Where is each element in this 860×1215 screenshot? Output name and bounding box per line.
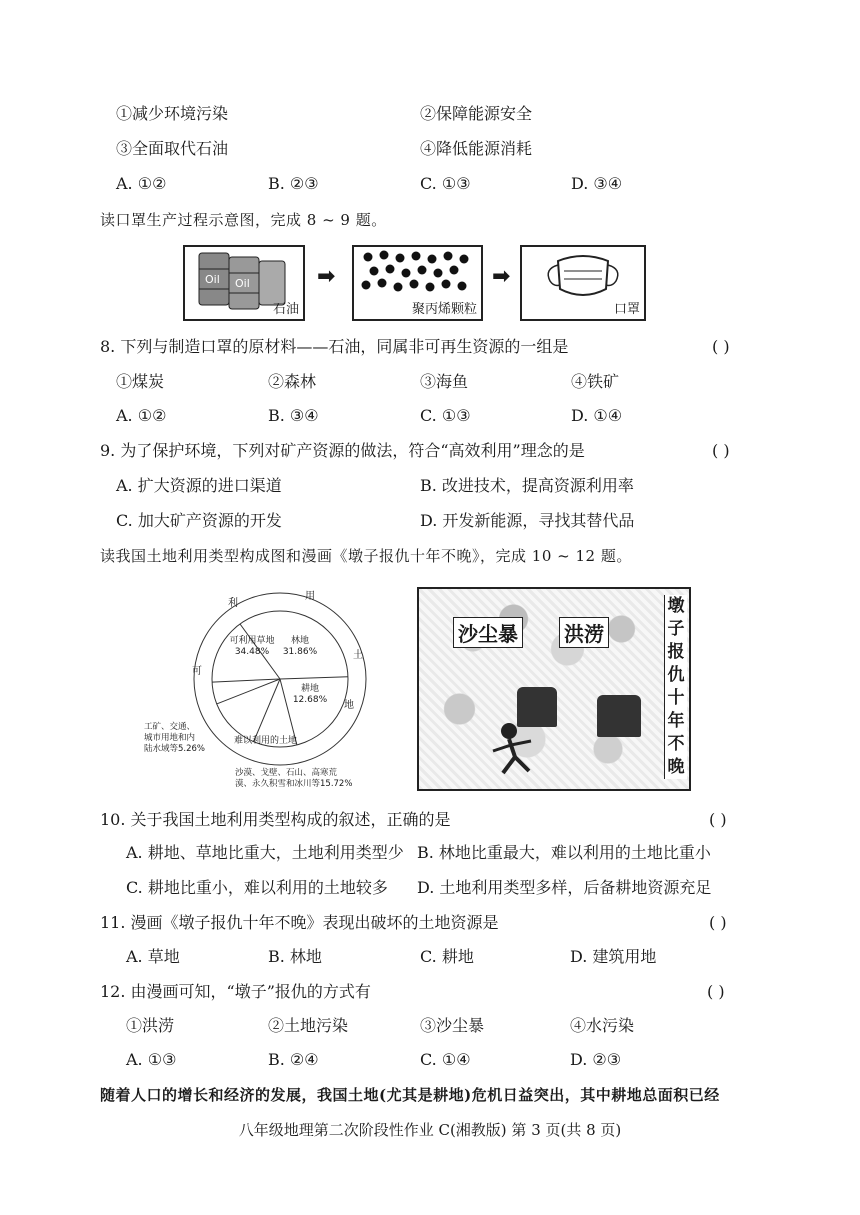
option-statement-2: ②保障能源安全	[420, 104, 533, 123]
choice-d: D. 开发新能源，寻找其替代品	[420, 511, 635, 530]
ring-label: 用	[305, 591, 315, 602]
option-statement-3: ③海鱼	[420, 372, 469, 391]
option-statement-4: ④铁矿	[571, 372, 620, 391]
ring-label: 可	[192, 666, 202, 677]
slice-name: 沙漠、戈壁、石山、高寒荒	[235, 768, 338, 778]
option-statement-1: ①减少环境污染	[116, 104, 229, 123]
choice-b: B. ②④	[268, 1050, 319, 1069]
land-use-pie-chart	[140, 582, 380, 792]
choice-d: D. 土地利用类型多样，后备耕地资源充足	[417, 878, 712, 897]
question-12-stem: 12. 由漫画可知，“墩子”报仇的方式有	[100, 982, 371, 1001]
question-8-stem: 8. 下列与制造口罩的原材料——石油，同属非可再生资源的一组是	[100, 337, 569, 356]
choice-a: A. ①②	[116, 406, 167, 425]
barrel-text: Oil	[205, 273, 220, 286]
choice-d: D. ①④	[571, 406, 623, 425]
option-statement-4: ④降低能源消耗	[420, 139, 533, 158]
sandstorm-tag: 沙尘暴	[453, 617, 523, 648]
cartoon-title: 墩子报仇十年不晚	[664, 595, 687, 779]
option-statement-1: ①煤炭	[116, 372, 165, 391]
slice-value: 34.48%	[234, 647, 270, 657]
answer-paren: ( )	[712, 337, 730, 356]
flood-tag: 洪涝	[559, 617, 609, 648]
slice-value: 12.68%	[292, 695, 328, 705]
choice-c: C. 耕地比重小，难以利用的土地较多	[126, 878, 388, 897]
choice-a: A. 耕地、草地比重大，土地利用类型少	[126, 843, 404, 862]
question-9-stem: 9. 为了保护环境，下列对矿产资源的做法，符合“高效利用”理念的是	[100, 441, 585, 460]
answer-paren: ( )	[709, 810, 727, 829]
choice-d: D. ②③	[570, 1050, 622, 1069]
pie-svg	[140, 582, 380, 792]
arrow-icon: ➡	[317, 264, 336, 289]
question-10-stem: 10. 关于我国土地利用类型构成的叙述，正确的是	[100, 810, 451, 829]
option-statement-2: ②土地污染	[268, 1016, 349, 1035]
trailing-passage: 随着人口的增长和经济的发展，我国土地(尤其是耕地)危机日益突出，其中耕地总面积已经	[100, 1086, 720, 1104]
choice-b: B. 林地比重最大，难以利用的土地比重小	[417, 843, 711, 862]
tree-stump-icon	[597, 695, 641, 737]
option-statement-2: ②森林	[268, 372, 317, 391]
slice-label-desert	[235, 768, 380, 790]
answer-paren: ( )	[707, 982, 725, 1001]
ring-label: 利	[228, 598, 238, 609]
arrow-icon: ➡	[492, 264, 511, 289]
slice-label-forest	[280, 636, 320, 658]
choice-b: B. ②③	[268, 174, 319, 193]
slice-name: 林地	[290, 636, 309, 646]
polypropylene-particles-icon	[354, 247, 481, 303]
slice-name: 工矿、交通、	[144, 722, 196, 732]
answer-paren: ( )	[712, 441, 730, 460]
slice-label-grassland	[222, 636, 282, 658]
choice-c: C. 加大矿产资源的开发	[116, 511, 282, 530]
slice-label-hard-to-use: 难以利用的土地	[234, 736, 298, 746]
option-statement-3: ③沙尘暴	[420, 1016, 485, 1035]
question-11-stem: 11. 漫画《墩子报仇十年不晚》表现出破坏的土地资源是	[100, 913, 499, 932]
slice-name: 耕地	[300, 684, 319, 694]
lead-instruction-10-12: 读我国土地利用类型构成图和漫画《墩子报仇十年不晚》，完成 10 ~ 12 题。	[100, 547, 632, 565]
option-statement-3: ③全面取代石油	[116, 139, 229, 158]
barrel-text: Oil	[235, 277, 250, 290]
slice-label-farmland	[290, 684, 330, 706]
choice-b: B. 林地	[268, 947, 322, 966]
mask-panel	[520, 245, 646, 321]
choice-a: A. ①②	[116, 174, 167, 193]
choice-a: A. 草地	[126, 947, 180, 966]
slice-name: 城市用地和内	[144, 733, 196, 743]
oil-panel	[183, 245, 305, 321]
particles-label: 聚丙烯颗粒	[411, 302, 477, 317]
choice-a: A. ①③	[126, 1050, 177, 1069]
slice-value: 漠、永久积雪和冰川等15.72%	[235, 779, 353, 789]
choice-c: C. ①④	[420, 1050, 471, 1069]
ring-label: 地	[344, 700, 354, 711]
slice-value: 陆水域等5.26%	[144, 744, 206, 754]
answer-paren: ( )	[709, 913, 727, 932]
choice-c: C. ①③	[420, 406, 471, 425]
oil-label: 石油	[272, 302, 299, 317]
choice-d: D. ③④	[571, 174, 623, 193]
lead-instruction-8-9: 读口罩生产过程示意图，完成 8 ~ 9 题。	[100, 211, 387, 229]
slice-value: 31.86%	[282, 647, 318, 657]
running-figure-icon	[479, 719, 559, 779]
option-statement-4: ④水污染	[570, 1016, 635, 1035]
choice-b: B. 改进技术，提高资源利用率	[420, 476, 634, 495]
choice-a: A. 扩大资源的进口渠道	[116, 476, 282, 495]
choice-c: C. 耕地	[420, 947, 474, 966]
choice-d: D. 建筑用地	[570, 947, 657, 966]
slice-name: 可利用草地	[229, 636, 275, 646]
ring-label: 土	[353, 650, 363, 661]
option-statement-1: ①洪涝	[126, 1016, 175, 1035]
slice-label-mining-transport	[144, 722, 214, 755]
cartoon-stump-revenge	[417, 587, 691, 791]
choice-c: C. ①③	[420, 174, 471, 193]
particles-panel	[352, 245, 483, 321]
page-footer: 八年级地理第二次阶段性作业 C(湘教版) 第 3 页(共 8 页)	[238, 1121, 622, 1139]
mask-label: 口罩	[613, 302, 640, 317]
choice-b: B. ③④	[268, 406, 319, 425]
